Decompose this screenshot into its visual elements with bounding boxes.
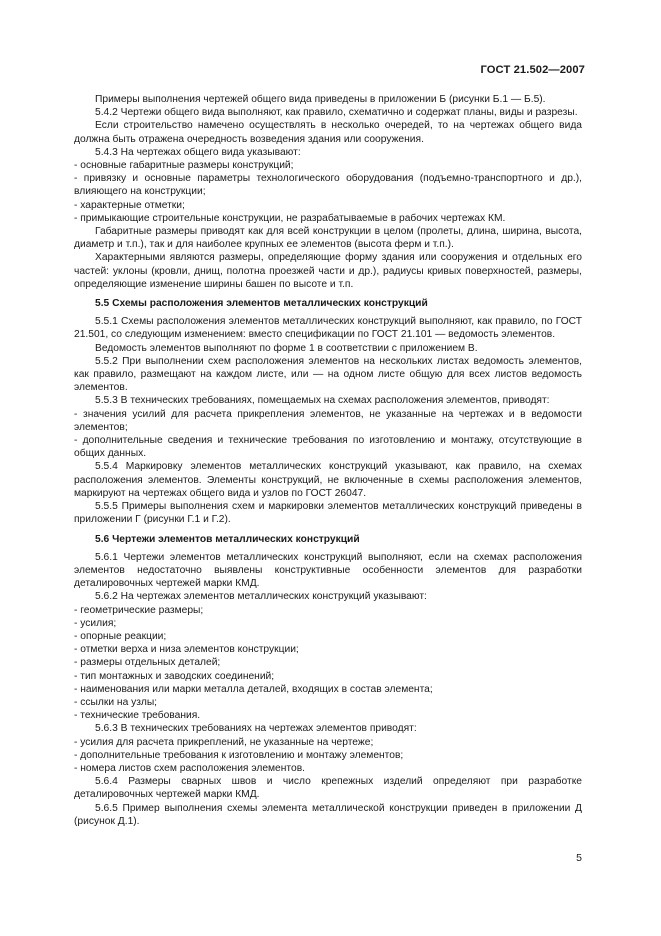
list-item: - усилия для расчета прикреплений, не указанные на чертеже; <box>74 736 374 748</box>
list-item: - размеры отдельных деталей; <box>74 657 221 669</box>
paragraph: 5.4.3 На чертежах общего вида указывают: <box>95 146 301 158</box>
paragraph: Габаритные размеры приводят как для всей конструкции в целом (пролеты, длина, ширина, высота, диаметр и т.п.), так и для наиболее крупных ее элементов (высота ферм и т.п.). <box>74 226 582 251</box>
list-item: - ссылки на узлы; <box>74 696 158 708</box>
list-item: - технические требования. <box>74 710 201 722</box>
paragraph: 5.5.5 Примеры выполнения схем и маркировки элементов металлических конструкций приведены в приложении Г (рисунки Г.1 и Г.2). <box>74 501 582 526</box>
paragraph: 5.5.4 Маркировку элементов металлических конструкций указывают, как правило, на схемах расположения элементов. Элементы конструкций, не включенные в схемы расположения элементов, маркируют на чертежах общего вида и узлов по ГОСТ 26047. <box>74 461 582 499</box>
paragraph: 5.6.4 Размеры сварных швов и число крепежных изделий определяют при разработке деталировочных чертежей марки КМД. <box>74 776 582 801</box>
paragraph: Характерными являются размеры, определяющие форму здания или сооружения и отдельных его частей: уклоны (кровли, днищ, полотна проезжей части и др.), радиусы кривых поверхностей, размеры, определяющие изменение ширины башен по высоте и т.п. <box>74 252 582 290</box>
section-heading: 5.5 Схемы расположения элементов металлических конструкций <box>95 298 428 310</box>
page-number: 5 <box>576 852 582 864</box>
list-item: - геометрические размеры; <box>74 604 204 616</box>
paragraph: Примеры выполнения чертежей общего вида приведены в приложении Б (рисунки Б.1 — Б.5). <box>95 94 546 105</box>
paragraph: 5.6.1 Чертежи элементов металлических конструкций выполняют, если на схемах расположения элементов недостаточно выявлены конструктивные особенности элементов для разработки деталировочных чертежей марки КМД. <box>74 551 582 590</box>
list-item: - привязку и основные параметры технологического оборудования (подъемно-транспортного и др.), влияющего на конструкции; <box>74 173 582 198</box>
list-item: - опорные реакции; <box>74 630 167 642</box>
paragraph: 5.5.3 В технических требованиях, помещаемых на схемах расположения элементов, приводят: <box>95 395 550 407</box>
paragraph: 5.6.3 В технических требованиях на чертежах элементов приводят: <box>95 723 417 735</box>
list-item: - усилия; <box>74 617 117 629</box>
list-item: - наименования или марки металла деталей, входящих в состав элемента; <box>74 683 433 695</box>
list-item: - отметки верха и низа элементов конструкции; <box>74 644 299 656</box>
paragraph: 5.4.2 Чертежи общего вида выполняют, как правило, схематично и содержат планы, виды и разрезы. <box>95 107 578 119</box>
list-item: - дополнительные сведения и технические требования по изготовлению и монтажу, отсутствующие в общих данных. <box>74 435 582 460</box>
paragraph: Если строительство намечено осуществлять в несколько очередей, то на чертежах общего вида должна быть отражена очередность возведения здания или сооружения. <box>74 120 582 145</box>
paragraph: 5.6.5 Пример выполнения схемы элемента металлической конструкции приведен в приложении Д (рисунок Д.1). <box>74 802 582 827</box>
list-item: - значения усилий для расчета прикрепления элементов, не указанные на чертежах и в ведомости элементов; <box>74 408 582 433</box>
list-item: - основные габаритные размеры конструкций; <box>74 160 294 172</box>
section-heading: 5.6 Чертежи элементов металлических конструкций <box>95 533 360 545</box>
paragraph: 5.6.2 На чертежах элементов металлических конструкций указывают: <box>95 591 427 603</box>
list-item: - тип монтажных и заводских соединений; <box>74 670 275 682</box>
paragraph: Ведомость элементов выполняют по форме 1 в соответствии с приложением В. <box>95 342 478 354</box>
paragraph: 5.5.1 Схемы расположения элементов металлических конструкций выполняют, как правило, по ГОСТ 21.501, со следующим изменением: вместо спецификации по ГОСТ 21.101 — ведомость элементов. <box>74 316 582 341</box>
list-item: - характерные отметки; <box>74 199 185 211</box>
list-item: - номера листов схем расположения элементов. <box>74 762 305 774</box>
paragraph: 5.5.2 При выполнении схем расположения элементов на нескольких листах ведомость элементов, как правило, размещают на каждом листе, или — на одном листе общую для всех листов ведомость элементов. <box>74 355 582 394</box>
list-item: - дополнительные требования к изготовлению и монтажу элементов; <box>74 749 404 761</box>
document-header: ГОСТ 21.502—2007 <box>480 64 585 76</box>
document-body <box>74 93 582 828</box>
list-item: - примыкающие строительные конструкции, не разрабатываемые в рабочих чертежах КМ. <box>74 212 506 224</box>
